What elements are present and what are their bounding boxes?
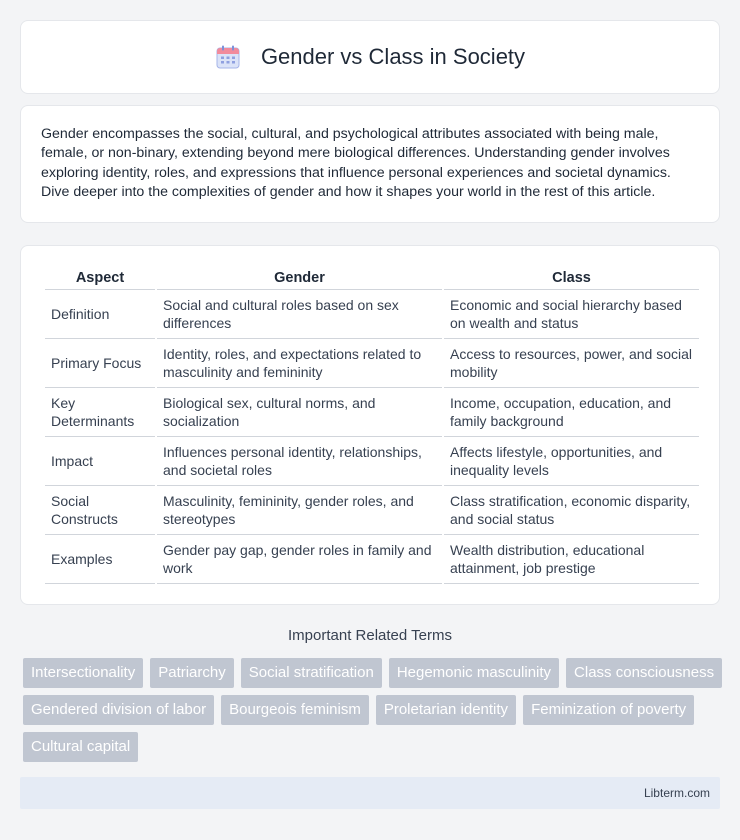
row-aspect: Primary Focus	[45, 339, 155, 388]
row-class: Wealth distribution, educational attainment, job prestige	[444, 535, 699, 584]
header-inner	[215, 44, 525, 70]
row-aspect: Social Constructs	[45, 486, 155, 535]
comparison-card	[20, 245, 720, 605]
calendar-icon	[215, 44, 241, 70]
header-aspect: Aspect	[45, 266, 155, 290]
term-tag[interactable]: Proletarian identity	[376, 695, 516, 725]
row-gender: Gender pay gap, gender roles in family and work	[157, 535, 442, 584]
table-header-row	[45, 266, 699, 290]
row-class: Affects lifestyle, opportunities, and inequality levels	[444, 437, 699, 486]
term-tag[interactable]: Bourgeois feminism	[221, 695, 369, 725]
term-tag[interactable]: Patriarchy	[150, 658, 234, 688]
intro-card	[20, 105, 720, 223]
table-row	[45, 535, 699, 584]
row-aspect: Definition	[45, 290, 155, 339]
row-gender: Biological sex, cultural norms, and socialization	[157, 388, 442, 437]
header-class: Class	[444, 266, 699, 290]
row-aspect: Impact	[45, 437, 155, 486]
term-tag[interactable]: Intersectionality	[23, 658, 143, 688]
term-tag[interactable]: Class consciousness	[566, 658, 722, 688]
intro-paragraph: Gender encompasses the social, cultural, and psychological attributes associated with being male, female, or non-binary, extending beyond mere biological differences. Understanding gender involves exploring identity, roles, and expressions that influence personal experiences and societal dynamics. Dive deeper into the complexities of gender and how it shapes your world in the rest of this article.	[41, 126, 671, 200]
related-terms-list	[23, 658, 723, 762]
term-tag[interactable]: Social stratification	[241, 658, 382, 688]
footer	[20, 777, 720, 809]
row-aspect: Key Determinants	[45, 388, 155, 437]
row-aspect: Examples	[45, 535, 155, 584]
term-tag[interactable]: Gendered division of labor	[23, 695, 214, 725]
row-class: Access to resources, power, and social mobility	[444, 339, 699, 388]
table-row	[45, 437, 699, 486]
row-class: Economic and social hierarchy based on wealth and status	[444, 290, 699, 339]
row-gender: Influences personal identity, relationships, and societal roles	[157, 437, 442, 486]
comparison-table	[43, 266, 701, 584]
row-class: Income, occupation, education, and family background	[444, 388, 699, 437]
row-class: Class stratification, economic disparity, and social status	[444, 486, 699, 535]
row-gender: Social and cultural roles based on sex differences	[157, 290, 442, 339]
footer-site-link[interactable]: Libterm.com	[643, 786, 710, 800]
row-gender: Identity, roles, and expectations related to masculinity and femininity	[157, 339, 442, 388]
term-tag[interactable]: Feminization of poverty	[523, 695, 694, 725]
table-row	[45, 388, 699, 437]
table-row	[45, 290, 699, 339]
page-title: Gender vs Class in Society	[260, 44, 526, 69]
term-tag[interactable]: Hegemonic masculinity	[389, 658, 559, 688]
header-gender: Gender	[157, 266, 442, 290]
related-terms-heading: Important Related Terms	[288, 627, 452, 644]
term-tag[interactable]: Cultural capital	[23, 732, 138, 762]
table-row	[45, 486, 699, 535]
row-gender: Masculinity, femininity, gender roles, and stereotypes	[157, 486, 442, 535]
table-row	[45, 339, 699, 388]
header-card	[20, 20, 720, 94]
